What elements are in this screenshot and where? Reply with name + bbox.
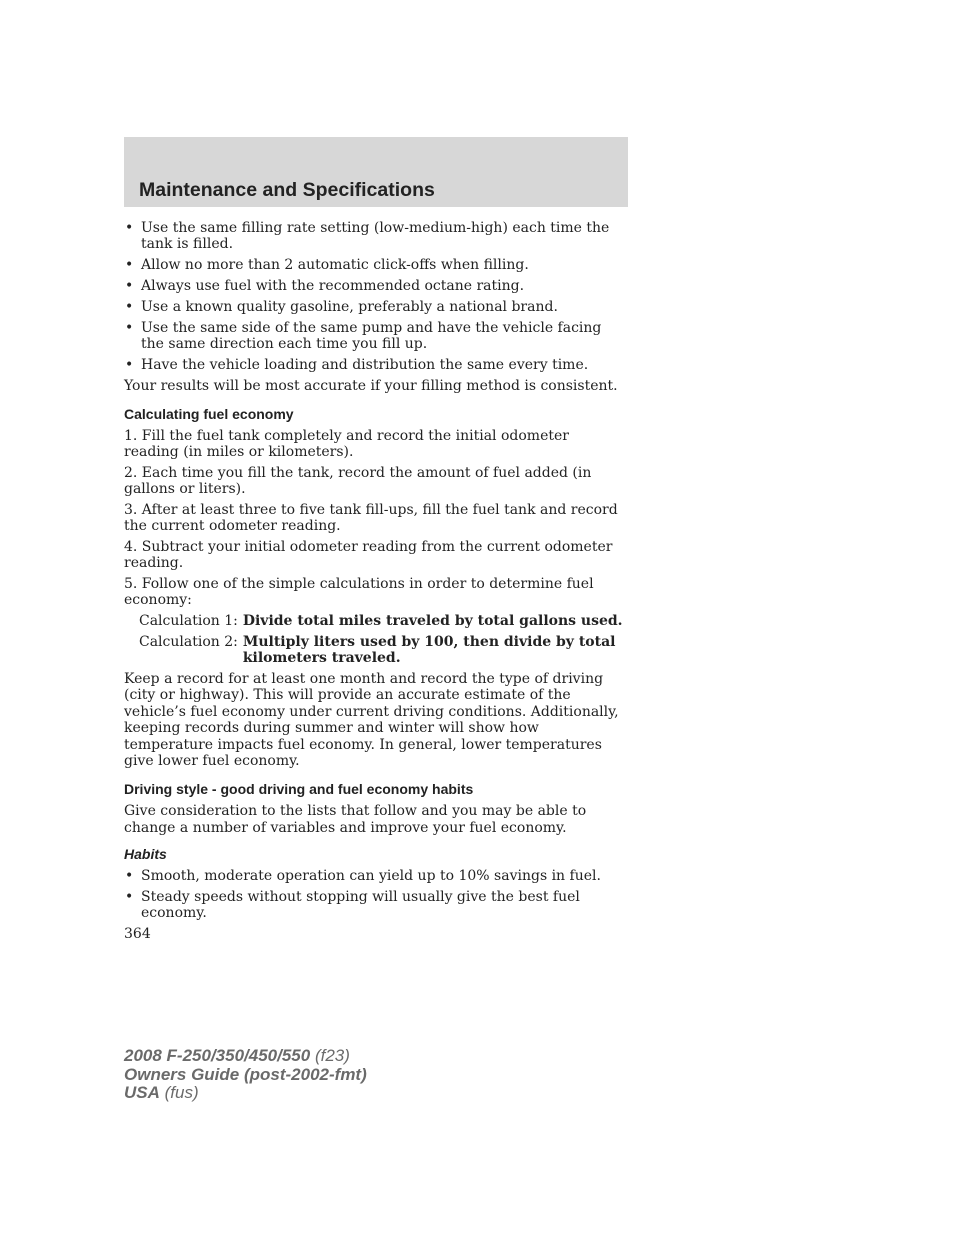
bullet-icon: • (125, 868, 134, 885)
calculation-1 (139, 613, 628, 629)
habits-heading: Habits (124, 846, 167, 863)
list-item: • Allow no more than 2 automatic click-offs when filling. (125, 257, 529, 273)
calc-step-1: 1. Fill the fuel tank completely and record the initial odometer reading (in miles or kilometers). (124, 428, 569, 460)
list-item: • Smooth, moderate operation can yield up to 10% savings in fuel. (125, 868, 601, 885)
calculation-2-text: Multiply liters used by 100, then divide by total kilometers traveled. (242, 634, 616, 666)
filling-tips-list (124, 220, 628, 373)
bullet-icon: • (125, 278, 134, 294)
section-title: Maintenance and Specifications (139, 179, 435, 201)
calculation-1-text: Divide total miles traveled by total gallons used. (242, 613, 623, 629)
bullet-icon: • (125, 889, 134, 906)
page-number: 364 (124, 926, 151, 942)
driving-heading: Driving style - good driving and fuel economy habits (124, 781, 474, 798)
list-item: • Use the same filling rate setting (low-medium-high) each time the tank is filled. (125, 220, 610, 252)
calc-step-2: 2. Each time you fill the tank, record the amount of fuel added (in gallons or liters). (124, 465, 592, 497)
list-item: • Steady speeds without stopping will usually give the best fuel economy. (125, 889, 580, 922)
document-footer (124, 1047, 367, 1103)
bullet-icon: • (125, 320, 134, 336)
footer-line-1: 2008 F-250/350/450/550 (f23) (124, 1046, 350, 1065)
calc-step-3: 3. After at least three to five tank fill-ups, fill the fuel tank and record the current odometer reading. (124, 502, 618, 534)
list-item: • Always use fuel with the recommended octane rating. (125, 278, 525, 294)
list-item: • Have the vehicle loading and distribution the same every time. (125, 357, 589, 373)
calc-step-5: 5. Follow one of the simple calculations in order to determine fuel economy: (124, 576, 594, 608)
calculation-2-label: Calculation 2: (139, 634, 238, 650)
footer-line-2: Owners Guide (post-2002-fmt) (124, 1064, 367, 1084)
calculation-2 (139, 634, 628, 666)
bullet-icon: • (125, 357, 134, 373)
list-item: • Use a known quality gasoline, preferably a national brand. (125, 299, 558, 315)
calc-step-4: 4. Subtract your initial odometer reading from the current odometer reading. (124, 539, 613, 571)
record-note: Keep a record for at least one month and record the type of driving (city or highway). This will provide an accurate estimate of the vehicle’s fuel economy under current driving conditions. Additionally, keeping records during summer and winter will show how temperature impacts fuel economy. In general, lower temperatures give lower fuel economy. (124, 671, 619, 770)
bullet-icon: • (125, 220, 134, 236)
calc-heading: Calculating fuel economy (124, 406, 294, 422)
bullet-icon: • (125, 257, 134, 273)
page-content (124, 220, 628, 926)
footer-line-3: USA (fus) (124, 1083, 199, 1102)
bullet-icon: • (125, 299, 134, 315)
results-note: Your results will be most accurate if your filling method is consistent. (124, 378, 618, 394)
driving-intro: Give consideration to the lists that follow and you may be able to change a number of variables and improve your fuel economy. (124, 803, 587, 836)
section-header-band (124, 137, 628, 207)
habits-list (124, 868, 628, 921)
calculation-1-label: Calculation 1: (139, 613, 238, 629)
list-item: • Use the same side of the same pump and have the vehicle facing the same direction each time you fill up. (125, 320, 602, 352)
